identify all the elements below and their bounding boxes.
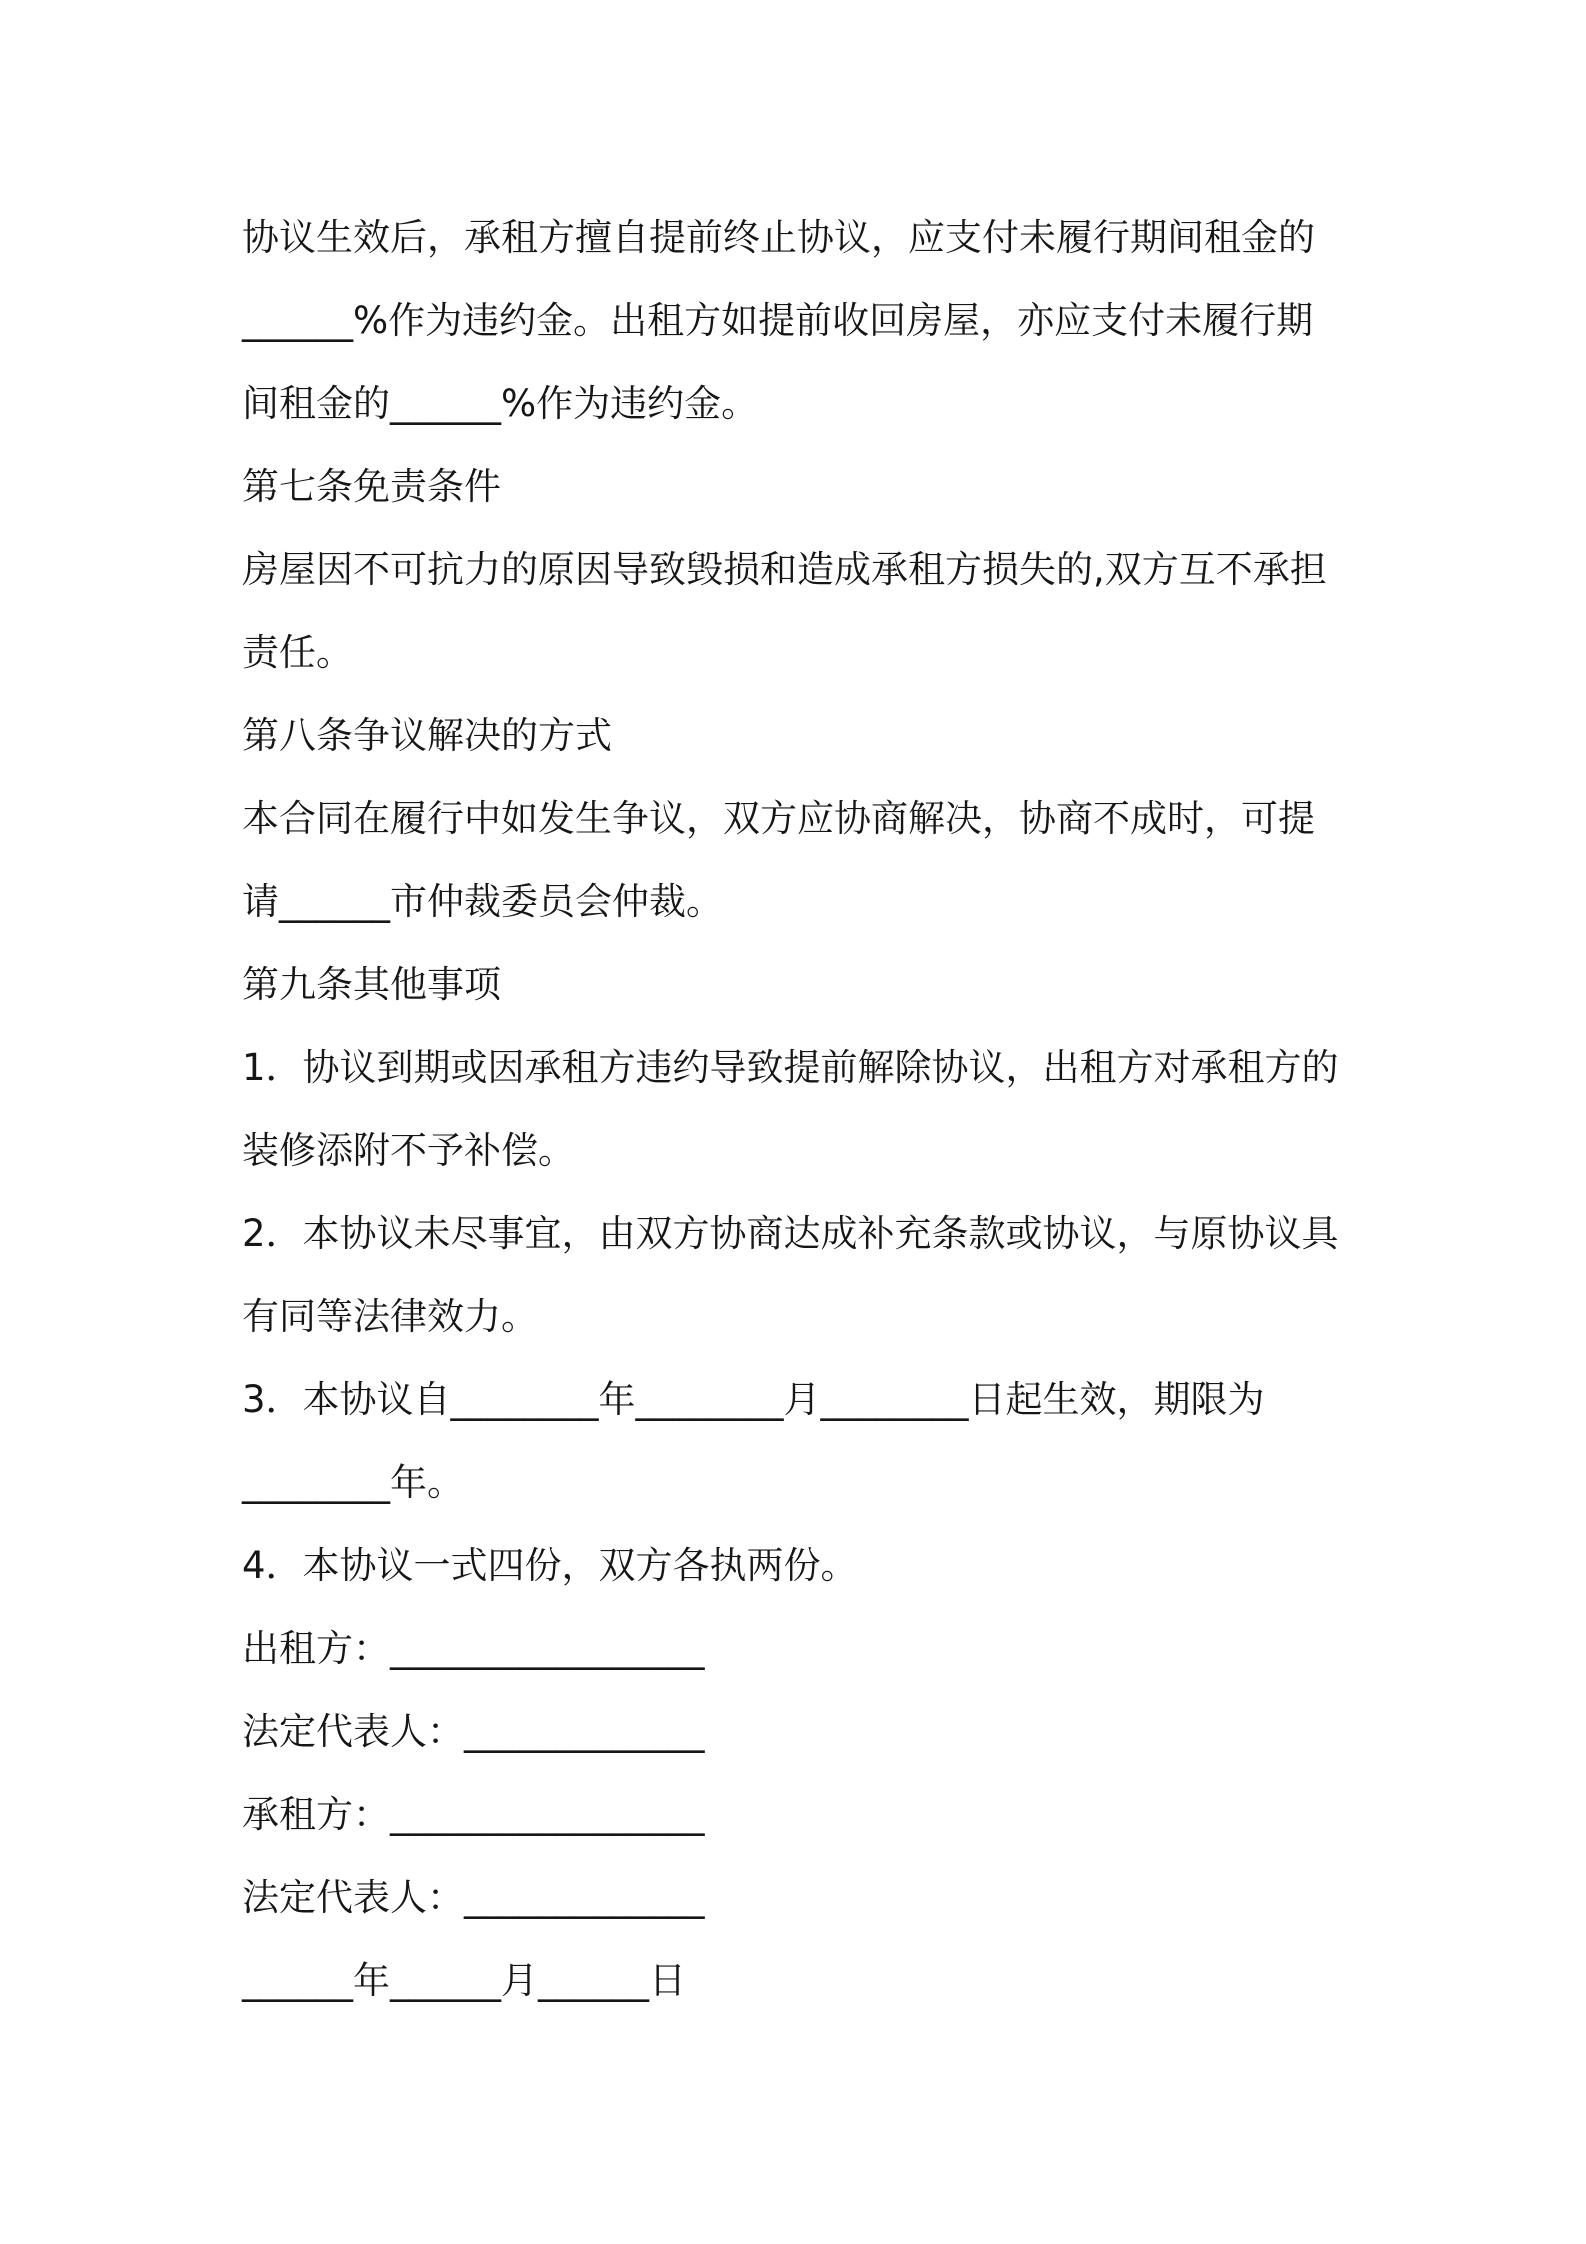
section-heading: 第九条其他事项 (242, 963, 501, 1006)
text-line: 协议生效后，承租方擅自提前终止协议，应支付未履行期间租金的 (242, 216, 1315, 259)
list-item: 3．本协议自________年________月________日起生效，期限为 (242, 1378, 1265, 1421)
text-line: 责任。 (242, 631, 353, 674)
text-line: 房屋因不可抗力的原因导致毁损和造成承租方损失的,双方互不承担 (242, 548, 1327, 591)
list-item: 4．本协议一式四份，双方各执两份。 (242, 1544, 858, 1587)
text-line: 本合同在履行中如发生争议，双方应协商解决，协商不成时，可提 (242, 797, 1315, 840)
date-line: ______年______月______日 (242, 1959, 686, 2002)
text-line: ______%作为违约金。出租方如提前收回房屋，亦应支付未履行期 (242, 299, 1314, 342)
text-line: ________年。 (242, 1461, 464, 1504)
signature-line-lessee-representative: 法定代表人：_____________ (242, 1876, 705, 1919)
text-line: 间租金的______%作为违约金。 (242, 382, 759, 425)
signature-line-lessor: 出租方：_________________ (242, 1627, 705, 1670)
list-item: 1．协议到期或因承租方违约导致提前解除协议，出租方对承租方的 (242, 1046, 1339, 1089)
text-line: 请______市仲裁委员会仲裁。 (242, 880, 723, 923)
section-heading: 第八条争议解决的方式 (242, 714, 612, 757)
signature-line-lessor-representative: 法定代表人：_____________ (242, 1710, 705, 1753)
signature-line-lessee: 承租方：_________________ (242, 1793, 705, 1836)
section-heading: 第七条免责条件 (242, 465, 501, 508)
text-line: 有同等法律效力。 (242, 1295, 538, 1338)
document-body (242, 196, 1362, 2022)
list-item: 2．本协议未尽事宜，由双方协商达成补充条款或协议，与原协议具 (242, 1212, 1339, 1255)
text-line: 装修添附不予补偿。 (242, 1129, 575, 1172)
